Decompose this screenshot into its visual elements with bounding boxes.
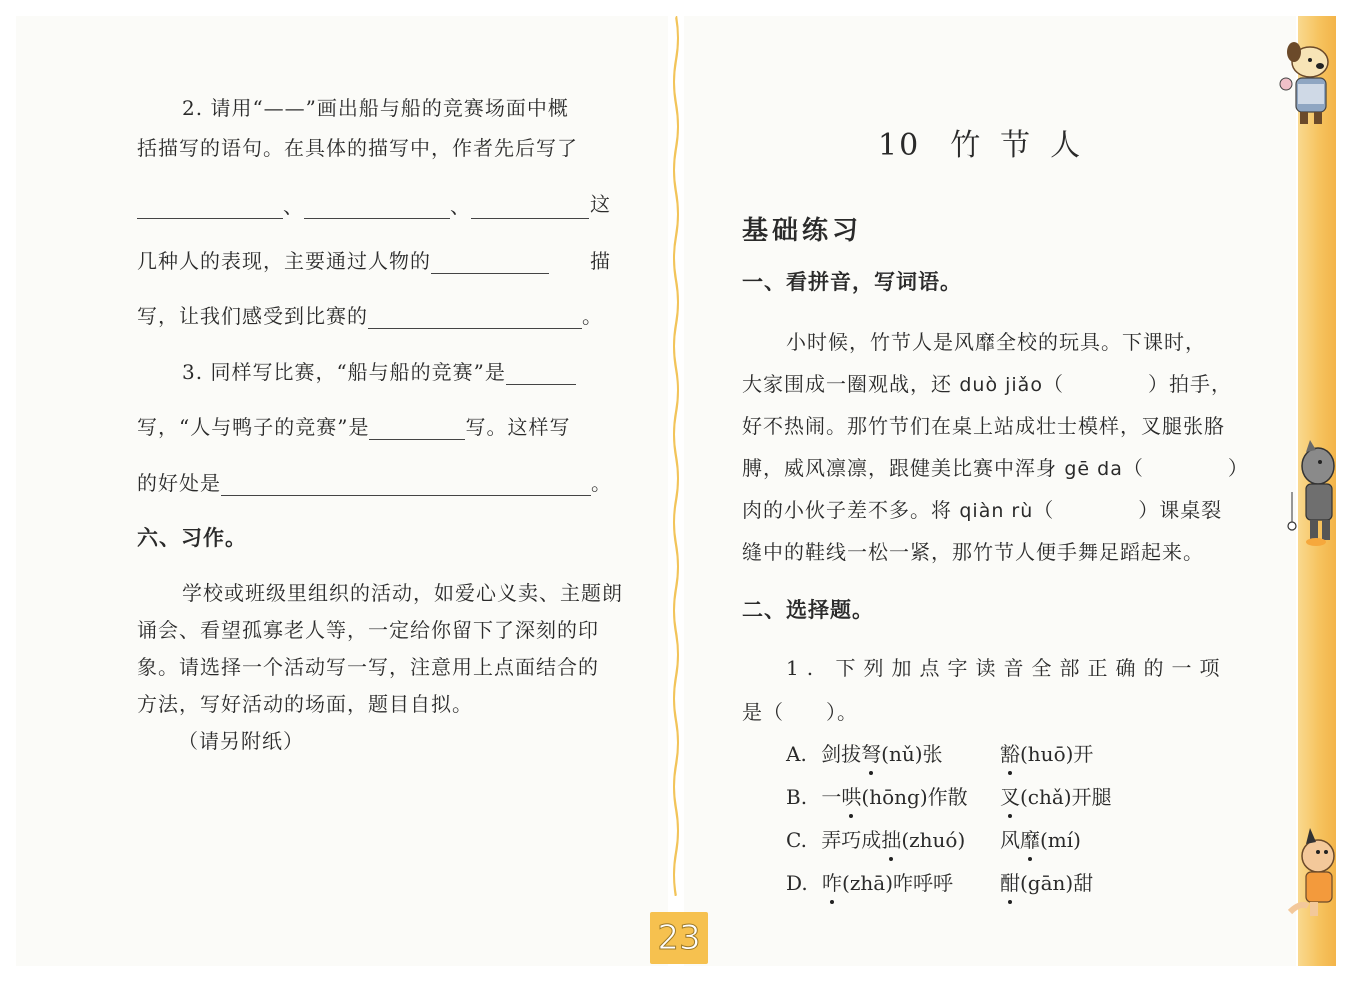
q3-line2-text: 写，“人与鸭子的竞赛”是 [137, 415, 370, 439]
answer-blank[interactable] [304, 198, 450, 219]
answer-parentheses[interactable]: （ ） [1122, 456, 1249, 480]
essay-line4: 方法，写好活动的场面，题目自拟。 [137, 692, 473, 716]
pinyin-duojiao: duò jiǎo [959, 374, 1043, 396]
answer-blank[interactable] [471, 198, 589, 219]
q2-line4-end: 描 [590, 249, 611, 273]
option-text: 一 [821, 785, 842, 809]
option-label: D. [786, 871, 808, 895]
period: 。 [591, 471, 612, 495]
essay-note: （请另附纸） [178, 729, 304, 753]
part1-heading: 一、看拼音，写词语。 [742, 270, 962, 294]
option-c-right [1000, 824, 1081, 853]
option-text: (zhuó) [901, 828, 966, 852]
separator: 、 [450, 194, 471, 218]
option-d-right [1000, 867, 1093, 896]
answer-blank[interactable] [506, 364, 576, 385]
essay-line1: 学校或班级里组织的活动，如爱心义卖、主题朗 [182, 581, 623, 605]
q2-answer-row2 [137, 245, 549, 274]
option-text: 弄巧成 [821, 828, 882, 852]
essay-line2: 诵会、看望孤寡老人等，一定给你留下了深刻的印 [137, 618, 599, 642]
dotted-char: 豁 [1000, 738, 1020, 767]
q2-text-line2: 括描写的语句。在具体的描写中，作者先后写了 [137, 136, 578, 160]
dotted-char: 咋 [822, 867, 842, 896]
passage-text: 膊，威风凛凛，跟健美比赛中浑身 [742, 456, 1065, 480]
q2-answer-row3 [137, 300, 603, 329]
essay-line3: 象。请选择一个活动写一写，注意用上点面结合的 [137, 655, 599, 679]
lesson-title [878, 120, 1100, 164]
answer-blank[interactable] [368, 308, 582, 329]
q3-answer-row2 [137, 411, 570, 440]
period: 。 [582, 304, 603, 328]
passage-line5 [742, 494, 1222, 523]
option-text: (hōng)作散 [861, 785, 968, 809]
answer-blank[interactable] [369, 419, 465, 440]
passage-line2 [742, 368, 1232, 397]
option-a-right [1000, 738, 1093, 767]
dotted-char: 拙 [881, 824, 901, 853]
answer-blank[interactable] [431, 253, 549, 274]
lesson-number: 10 [878, 128, 921, 163]
lesson-name: 竹节人 [950, 128, 1101, 163]
option-text: (nǔ)张 [881, 742, 943, 766]
passage-line3: 好不热闹。那竹节们在桌上站成壮士模样，叉腿张胳 [742, 414, 1225, 438]
answer-parentheses[interactable]: （ ）课桌裂 [1033, 498, 1223, 522]
dog-mascot-icon [1276, 40, 1338, 128]
dotted-char: 酣 [1000, 867, 1020, 896]
passage-line1: 小时候，竹节人是风靡全校的玩具。下课时， [786, 330, 1206, 354]
basic-practice-heading: 基础练习 [742, 216, 863, 246]
wolf-mascot-icon [1282, 440, 1340, 550]
option-label: A. [786, 742, 807, 766]
option-text: (huō)开 [1020, 742, 1094, 766]
q2-text-line1: 2. 请用“——”画出船与船的竞赛场面中概 [182, 96, 569, 120]
pinyin-geda: gē da [1064, 458, 1123, 480]
dotted-char: 弩 [861, 738, 881, 767]
q3-line1-text: 3. 同样写比赛，“船与船的竞赛”是 [182, 360, 506, 384]
spine-wavy-line [668, 16, 684, 896]
passage-text: 大家围成一圈观战，还 [742, 372, 960, 396]
option-a[interactable] [786, 738, 943, 767]
dotted-char: 叉 [1000, 781, 1020, 810]
q3-line3-text: 的好处是 [137, 471, 221, 495]
option-b[interactable] [786, 781, 968, 810]
separator: 、 [283, 194, 304, 218]
dotted-char: 哄 [841, 781, 861, 810]
mc-question-line1: 1. 下列加点字读音全部正确的一项 [786, 656, 1228, 680]
q2-line5-text: 写，让我们感受到比赛的 [137, 304, 368, 328]
section-6-heading: 六、习作。 [137, 526, 247, 550]
option-text: (chǎ)开腿 [1020, 785, 1112, 809]
dotted-char: 靡 [1020, 824, 1040, 853]
passage-text: 肉的小伙子差不多。将 [742, 498, 960, 522]
option-text: (gān)甜 [1020, 871, 1094, 895]
option-label: C. [786, 828, 807, 852]
q3-line2-end: 写。这样写 [465, 415, 571, 439]
q3-answer-row3 [137, 467, 612, 496]
option-text: 风 [1000, 828, 1020, 852]
cat-mascot-icon [1284, 826, 1340, 922]
option-b-right [1000, 781, 1112, 810]
q3-answer-row1 [182, 356, 576, 385]
mc-question-line2[interactable]: 是（ ）。 [742, 700, 858, 724]
page-number: 23 [650, 912, 708, 964]
option-c[interactable] [786, 824, 965, 853]
option-label: B. [786, 785, 808, 809]
answer-blank[interactable] [221, 475, 591, 496]
q2-answer-row1 [137, 190, 589, 219]
passage-line4 [742, 452, 1249, 481]
answer-parentheses[interactable]: （ ）拍手， [1042, 372, 1232, 396]
option-text: 剑拔 [821, 742, 862, 766]
passage-line6: 缝中的鞋线一松一紧，那竹节人便手舞足蹈起来。 [742, 540, 1204, 564]
answer-blank[interactable] [137, 198, 283, 219]
q2-line3-end: 这 [590, 192, 611, 216]
q2-line4-text: 几种人的表现，主要通过人物的 [137, 249, 431, 273]
option-d[interactable] [786, 867, 953, 896]
option-text: (zhā)咋呼呼 [842, 871, 953, 895]
pinyin-qianru: qiàn rù [959, 500, 1034, 522]
part2-heading: 二、选择题。 [742, 598, 874, 622]
option-text: (mí) [1040, 828, 1081, 852]
